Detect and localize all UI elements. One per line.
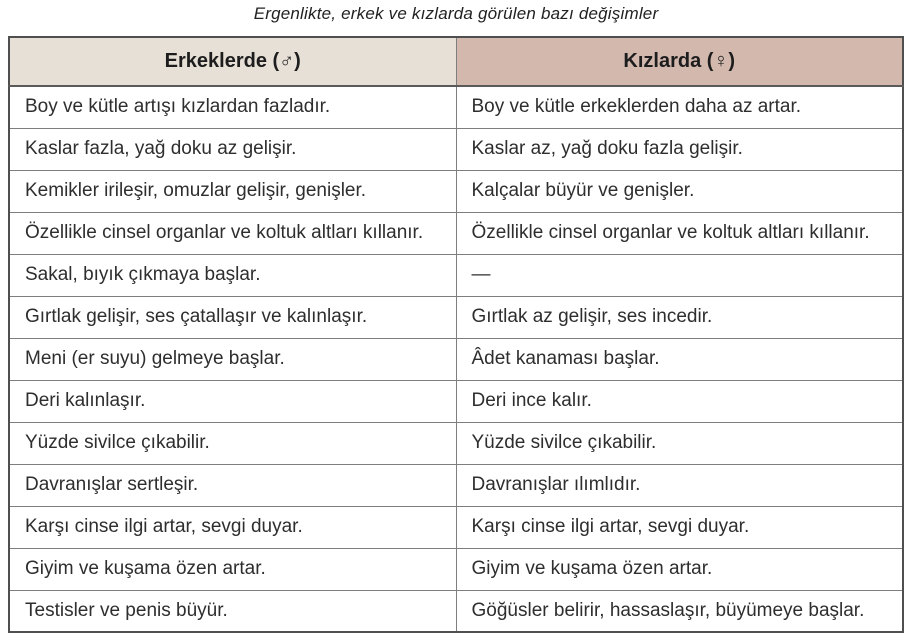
table-row (9, 212, 903, 254)
cell-male: Sakal, bıyık çıkmaya başlar. (9, 254, 456, 296)
table-row (9, 380, 903, 422)
table-row (9, 254, 903, 296)
table-row (9, 296, 903, 338)
cell-male: Giyim ve kuşama özen artar. (9, 548, 456, 590)
cell-male: Testisler ve penis büyür. (9, 590, 456, 632)
cell-female: Âdet kanaması başlar. (456, 338, 903, 380)
cell-male: Özellikle cinsel organlar ve koltuk altları kıllanır. (9, 212, 456, 254)
cell-male: Meni (er suyu) gelmeye başlar. (9, 338, 456, 380)
table-row (9, 590, 903, 632)
cell-female: Yüzde sivilce çıkabilir. (456, 422, 903, 464)
cell-male: Kemikler irileşir, omuzlar gelişir, genişler. (9, 170, 456, 212)
column-header-males: Erkeklerde (♂) (9, 37, 456, 86)
puberty-changes-table (8, 36, 904, 633)
cell-female: — (456, 254, 903, 296)
cell-female: Davranışlar ılımlıdır. (456, 464, 903, 506)
cell-male: Yüzde sivilce çıkabilir. (9, 422, 456, 464)
cell-male: Karşı cinse ilgi artar, sevgi duyar. (9, 506, 456, 548)
table-row (9, 338, 903, 380)
cell-male: Kaslar fazla, yağ doku az gelişir. (9, 128, 456, 170)
cell-female: Deri ince kalır. (456, 380, 903, 422)
cell-male: Davranışlar sertleşir. (9, 464, 456, 506)
table-row (9, 170, 903, 212)
cell-male: Gırtlak gelişir, ses çatallaşır ve kalınlaşır. (9, 296, 456, 338)
cell-female: Karşı cinse ilgi artar, sevgi duyar. (456, 506, 903, 548)
table-row (9, 548, 903, 590)
table-header-row (9, 37, 903, 86)
table-row (9, 506, 903, 548)
cell-female: Kaslar az, yağ doku fazla gelişir. (456, 128, 903, 170)
cell-female: Göğüsler belirir, hassaslaşır, büyümeye başlar. (456, 590, 903, 632)
table-row (9, 128, 903, 170)
table-row (9, 422, 903, 464)
table-caption: Ergenlikte, erkek ve kızlarda görülen bazı değişimler (253, 4, 659, 23)
cell-female: Boy ve kütle erkeklerden daha az artar. (456, 86, 903, 128)
cell-female: Gırtlak az gelişir, ses incedir. (456, 296, 903, 338)
cell-female: Özellikle cinsel organlar ve koltuk altları kıllanır. (456, 212, 903, 254)
cell-female: Giyim ve kuşama özen artar. (456, 548, 903, 590)
cell-female: Kalçalar büyür ve genişler. (456, 170, 903, 212)
cell-male: Boy ve kütle artışı kızlardan fazladır. (9, 86, 456, 128)
table-row (9, 86, 903, 128)
column-header-females: Kızlarda (♀) (456, 37, 903, 86)
cell-male: Deri kalınlaşır. (9, 380, 456, 422)
table-row (9, 464, 903, 506)
